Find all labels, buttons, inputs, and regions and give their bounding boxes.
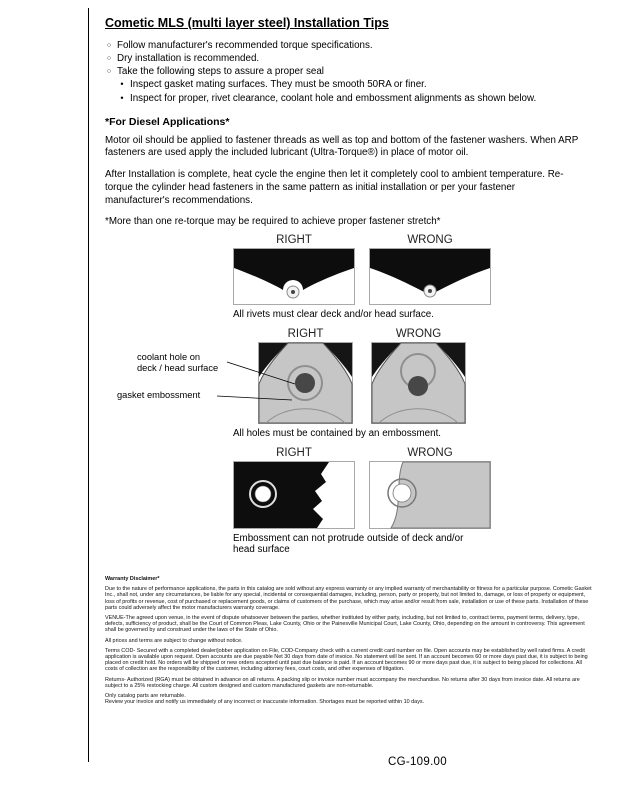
diagram-caption: All rivets must clear deck and/or head surface. xyxy=(233,309,434,320)
tips-list xyxy=(105,39,605,105)
warranty-disclaimer xyxy=(105,576,593,705)
diagram-row-embossment xyxy=(233,447,491,555)
hole-right-diagram xyxy=(258,342,353,424)
right-label: RIGHT xyxy=(276,234,312,246)
list-item xyxy=(105,39,605,52)
diagram-labels xyxy=(233,328,491,340)
list-item xyxy=(105,65,605,78)
rivet-center xyxy=(291,290,295,294)
rivet-center xyxy=(428,289,432,293)
diesel-paragraph-2: After Installation is complete, heat cycle the engine then let it completely cool to ambient temperature. Re-torque the cylinder head fasteners in the same pattern as initial installation or per your fastener manufacturer's recommendations. xyxy=(105,169,564,206)
right-label: RIGHT xyxy=(276,447,312,459)
wrong-label: WRONG xyxy=(407,234,453,246)
disclaimer-paragraph: All prices and terms are subject to change without notice. xyxy=(105,637,243,644)
document-content xyxy=(105,16,605,706)
sub-list-item xyxy=(118,78,605,91)
callout-line-1: coolant hole on xyxy=(137,352,201,362)
coolant-hole-callout xyxy=(137,352,225,374)
embossment-wrong-diagram xyxy=(369,461,491,529)
diagram-caption: All holes must be contained by an embossment. xyxy=(233,428,442,439)
right-label: RIGHT xyxy=(287,328,324,340)
open-bullet-marker: ○ xyxy=(106,42,112,49)
coolant-hole xyxy=(255,486,271,502)
list-item-text: Follow manufacturer's recommended torque specifications. xyxy=(117,40,373,51)
disclaimer-paragraph: Only catalog parts are returnable. xyxy=(105,693,186,700)
disclaimer-paragraph: Returns- Authorized (RGA) must be obtained in advance on all returns. A packing slip or invoice number must accompany the merchandise. No returns after 30 days from invoice date. All returns are subject to a 25% restocking charge. All custom designed and custom manufactured gaskets are non-returnable. xyxy=(105,676,580,689)
disclaimer-paragraph: Due to the nature of performance applications, the parts in this catalog are sold without any express warranty or any implied warranty of merchantability or fitness for a particular purpose. Cometic Gasket Inc., shall not, under any circumstances, be liable for any special, incidental or consequential damages, including, person, party or property, but not limited to, damage, or loss of property or equipment, loss of profits or revenue, cost of purchased or replacement goods, or claims of customers of the purchase, which may arise and/or result from sale, installation or use of these parts. Installation of these parts could adversely affect the motor manufacturers warranty coverage. xyxy=(105,586,592,611)
rivet-wrong-diagram xyxy=(369,248,491,305)
list-item xyxy=(105,52,605,65)
list-item-text: Inspect gasket mating surfaces. They must be smooth 50RA or finer. xyxy=(130,79,427,91)
left-vertical-rule xyxy=(88,8,89,762)
coolant-hole xyxy=(295,373,315,393)
coolant-hole xyxy=(393,484,411,502)
list-item-text: Inspect for proper, rivet clearance, coolant hole and embossment alignments as shown below. xyxy=(130,92,537,104)
open-bullet-marker: ○ xyxy=(106,68,112,76)
disclaimer-paragraph: Review your invoice and notify us immediately of any incorrect or inaccurate information. Shortages must be reported within 10 days. xyxy=(105,699,425,706)
gasket-embossment-callout: gasket embossment xyxy=(117,390,201,400)
diagram-row-holes xyxy=(117,328,491,439)
deck-edge xyxy=(234,462,329,528)
page-title: Cometic MLS (multi layer steel) Installation Tips xyxy=(105,16,389,30)
diesel-paragraph-1: Motor oil should be applied to fastener threads as well as top and bottom of the fastener washers. When ARP fasteners are used apply the included lubricant (Ultra-Torque®) in place of motor oil. xyxy=(105,134,579,159)
open-bullet-marker: ○ xyxy=(106,55,112,63)
wrong-label: WRONG xyxy=(407,447,453,459)
coolant-hole xyxy=(408,376,428,396)
filled-bullet-marker: • xyxy=(120,92,124,103)
list-item-text: Dry installation is recommended. xyxy=(117,53,260,65)
disclaimer-paragraph: VENUE-The agreed upon venue, in the event of dispute whatsoever between the parties, whether instituted by either party, including, but not limited to, contract terms, payment terms, delivery, type, defects, sufficiency of product, shall be the Court of Common Pleas, Lake County, Ohio or the Painesville Municipal Court, Lake County, Ohio, depending on the amount in controversy. This agreement shall be governed by and construed under the laws of the State of Ohio. xyxy=(105,615,585,634)
disclaimer-heading: Warranty Disclaimer* xyxy=(105,576,160,582)
diagram-row-rivets xyxy=(233,234,491,320)
diagram-panels xyxy=(233,248,491,305)
rivet-right-diagram xyxy=(233,248,355,305)
hole-wrong-diagram xyxy=(371,342,466,424)
list-item-text: Take the following steps to assure a proper seal xyxy=(117,66,324,78)
callout-line-2: deck / head surface xyxy=(137,362,219,373)
embossment-right-diagram xyxy=(233,461,355,529)
disclaimer-paragraph: Terms COD- Secured with a completed dealer/jobber application on File, COD-Company check with a current credit card number on file. Open accounts may be established by well rated firms. A credit application is available upon request. Open accounts are due payable Net 30 days from date of invoice. No statement will be sent. If an account becomes 60 or more days past due, it is subject to being placed on credit hold. No orders will be shipped or new orders accepted until past due balance is paid. If an account becomes 90 or more days past due, it is subject to being placed for collections. All costs of collection are the responsibility of the customer, including attorney fees, court costs, and other expenses of litigation. xyxy=(105,647,588,673)
retorque-note: *More than one re-torque may be required to achieve proper fastener stretch* xyxy=(105,216,441,228)
filled-bullet-marker: • xyxy=(120,79,124,90)
diagram-labels xyxy=(233,447,491,459)
diesel-applications-heading: *For Diesel Applications* xyxy=(105,115,230,128)
wrong-label: WRONG xyxy=(395,328,442,340)
sub-list-item xyxy=(118,92,605,105)
diagram-labels xyxy=(233,234,491,246)
diagram-section xyxy=(117,234,491,563)
diagram-caption: Embossment can not protrude outside of deck and/or head surface xyxy=(233,533,464,555)
catalog-page-number: CG-109.00 xyxy=(388,756,447,768)
diagram-panels xyxy=(233,461,491,529)
diagram-panels xyxy=(233,342,491,424)
